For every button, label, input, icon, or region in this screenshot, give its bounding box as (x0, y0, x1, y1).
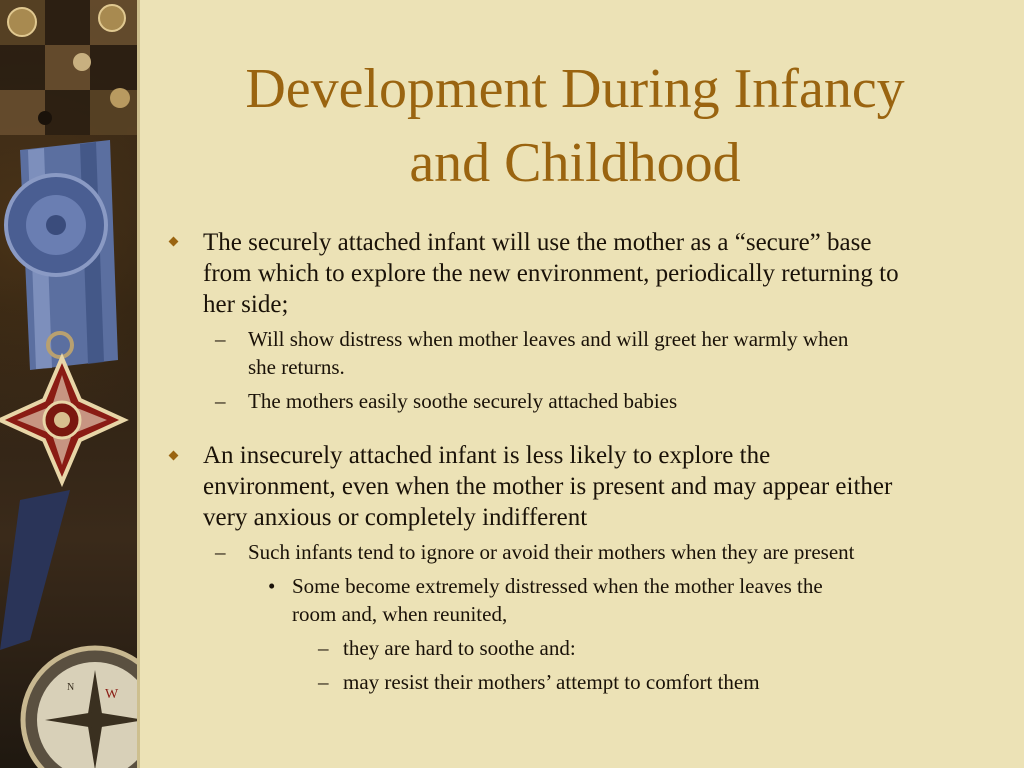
bullet1-line3: her side; (203, 291, 289, 318)
dash-marker: – (318, 636, 329, 660)
bullet1-line1: The securely attached infant will use the mother as a “secure” base (203, 229, 872, 256)
svg-text:N: N (67, 682, 75, 693)
dash-marker: – (215, 540, 226, 564)
bullet1-sub1-line1: Will show distress when mother leaves and will greet her warmly when (248, 327, 849, 351)
bullet2-line1: An insecurely attached infant is less likely to explore the (203, 442, 771, 469)
bullet2-subsubsub-line1: they are hard to soothe and: (343, 636, 576, 660)
bullet2-line2: environment, even when the mother is present and may appear either (203, 473, 893, 500)
bullet2-line3: very anxious or completely indifferent (203, 504, 588, 531)
bullet2-subsubsub-line2: may resist their mothers’ attempt to comfort them (343, 670, 760, 694)
dash-marker: – (215, 327, 226, 351)
bullet2-sub1-line1: Such infants tend to ignore or avoid their mothers when they are present (248, 540, 855, 564)
title-line-2: and Childhood (409, 132, 741, 194)
bullet1-sub2-line1: The mothers easily soothe securely attached babies (248, 389, 678, 413)
title-line-1: Development During Infancy (245, 58, 905, 120)
bullet2-subsub-line1: Some become extremely distressed when the mother leaves the (292, 574, 823, 598)
bullet1-sub1-line2: she returns. (248, 355, 345, 379)
dash-marker: – (215, 389, 226, 413)
bullet2-subsub-line2: room and, when reunited, (292, 602, 508, 626)
bullet1-line2: from which to explore the new environment, periodically returning to (203, 260, 899, 287)
svg-text:W: W (105, 687, 119, 702)
dot-marker: • (268, 574, 276, 598)
diamond-bullet-icon (169, 451, 179, 461)
dash-marker: – (318, 670, 329, 694)
diamond-bullet-icon (169, 237, 179, 247)
